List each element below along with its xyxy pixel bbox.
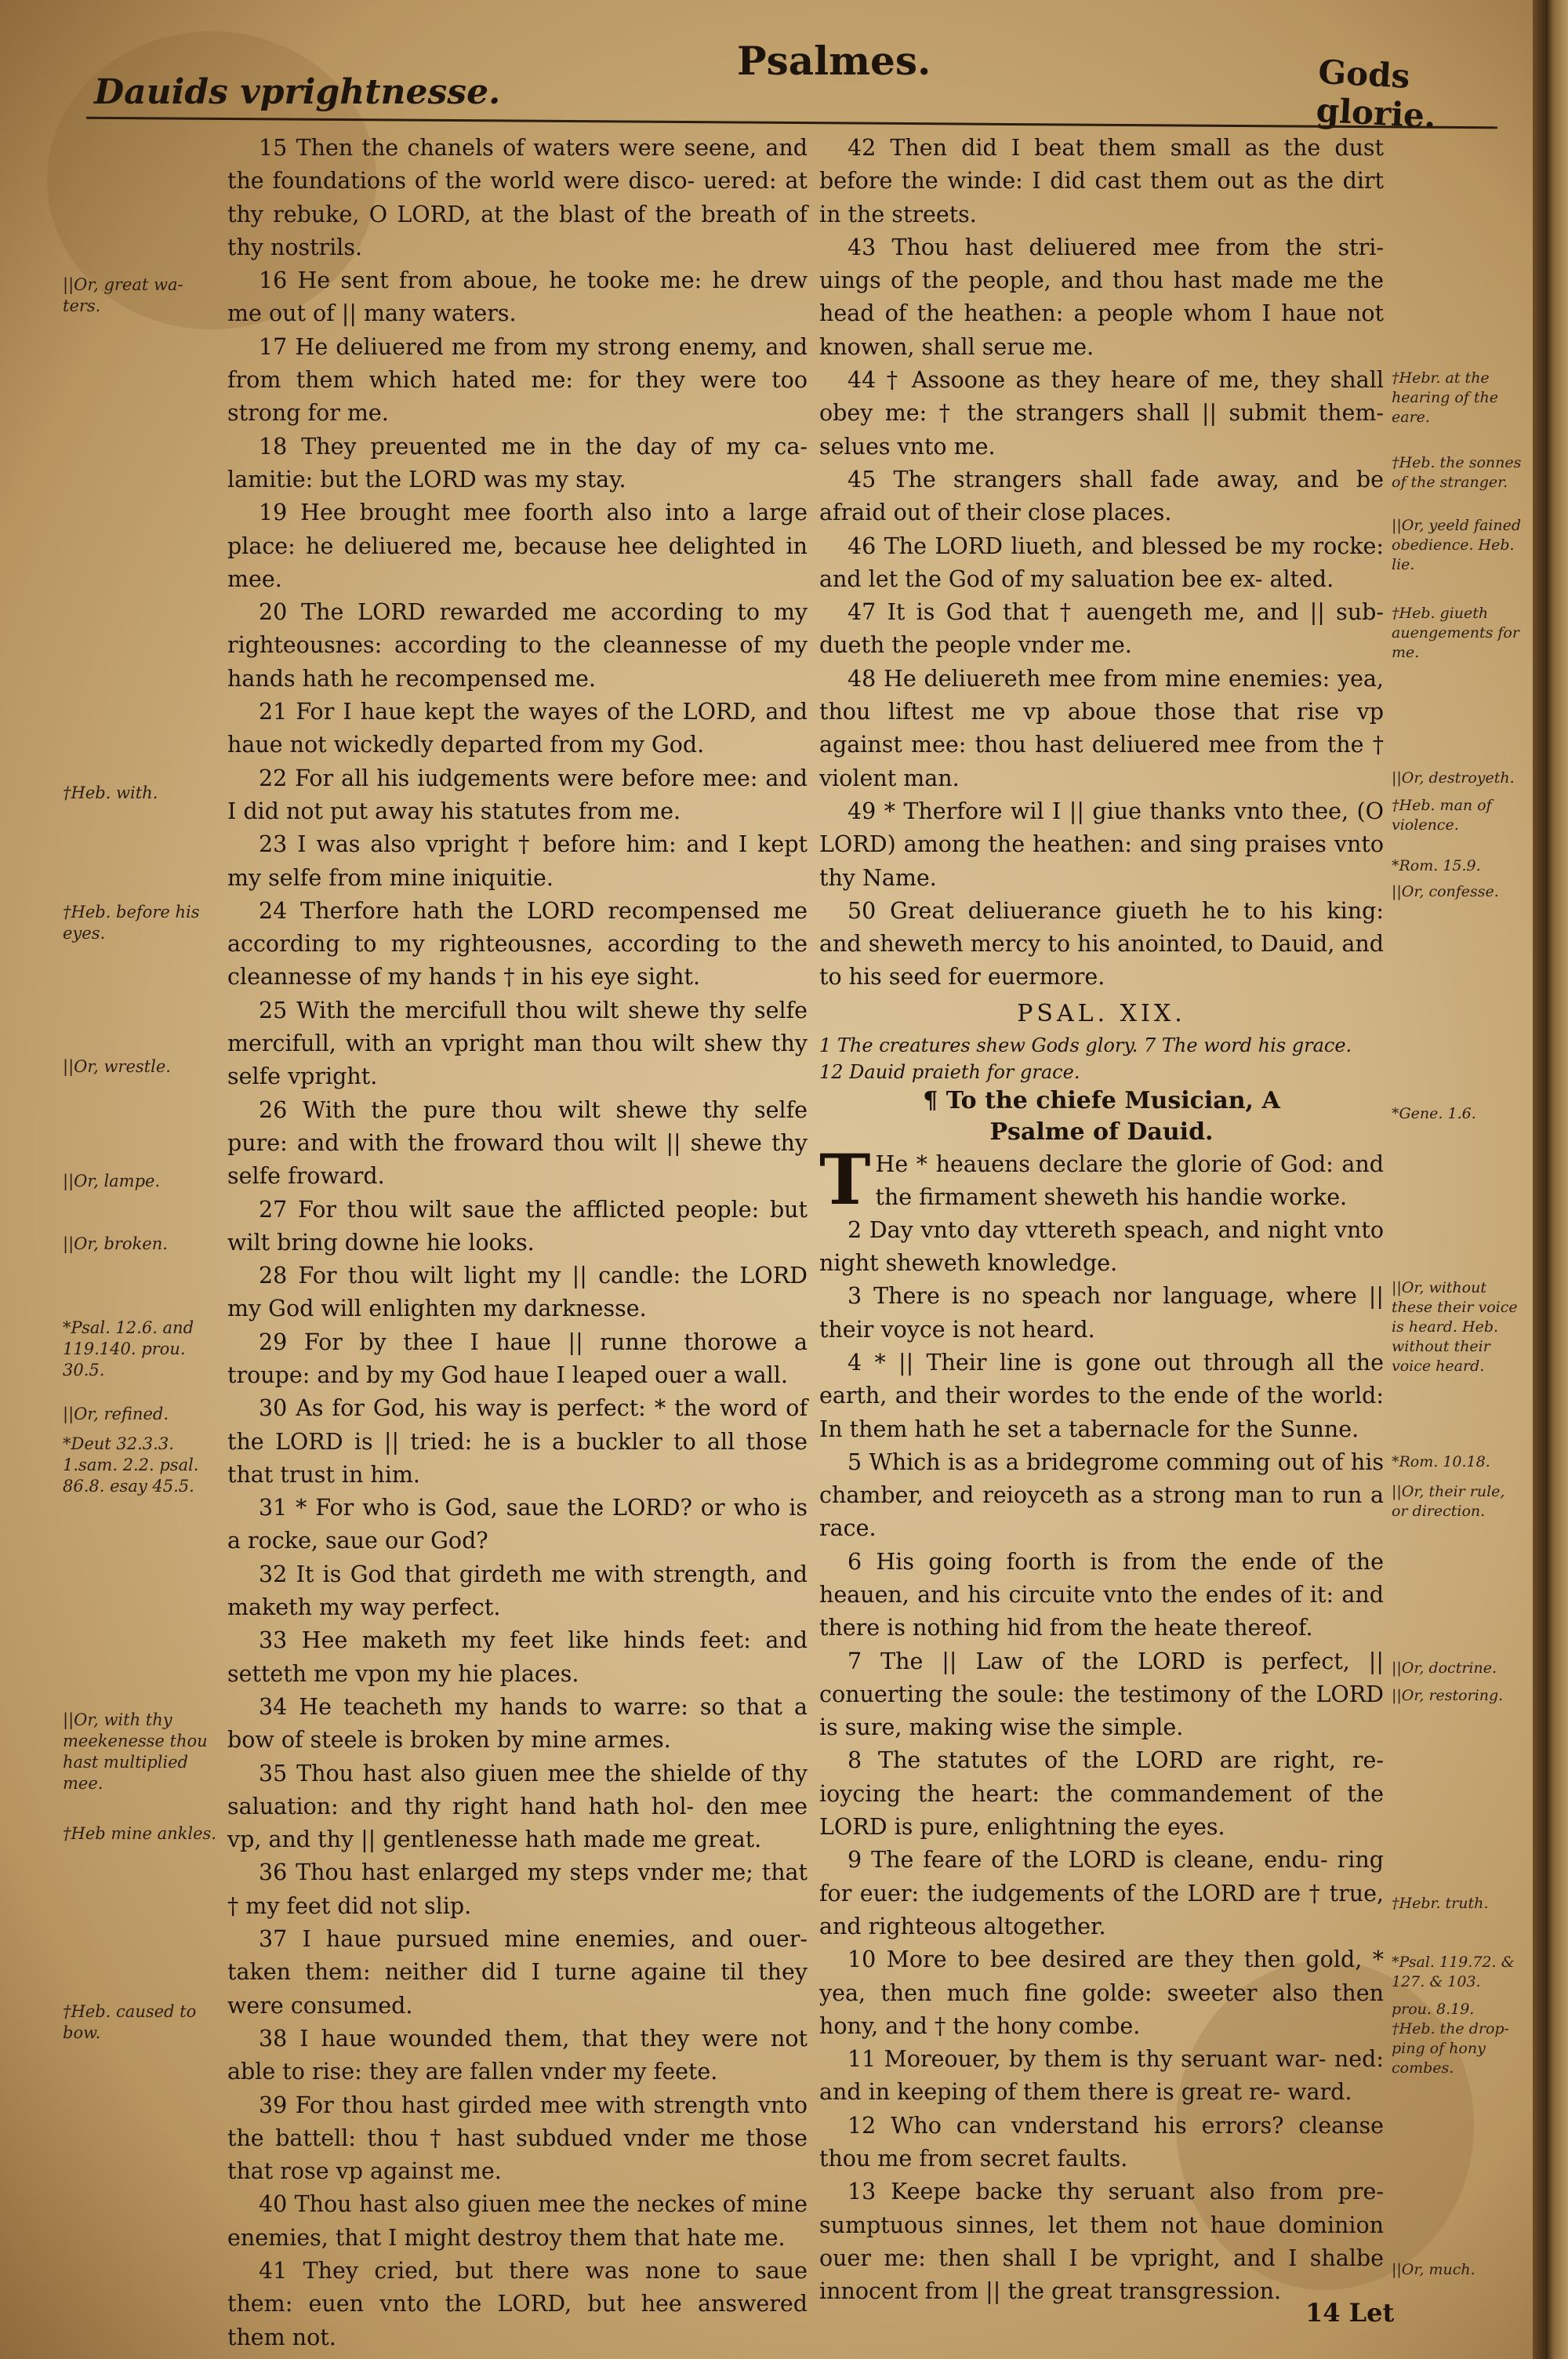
verse: 48 He deliuereth mee from mine enemies: yea, thou liftest me vp aboue those that rise vp against mee: thou hast deliuered mee from the † violent man. xyxy=(819,665,1384,791)
margin-note: †Heb mine ankles. xyxy=(63,1824,216,1843)
verse: 45 The strangers shall fade away, and be afraid out of their close places. xyxy=(819,466,1384,526)
margin-note: *Gene. 1.6. xyxy=(1392,1105,1476,1122)
verse: 27 For thou wilt saue the afflicted people: but wilt bring downe hie looks. xyxy=(227,1196,808,1256)
margin-note: ||Or, their rule, or direction. xyxy=(1392,1483,1505,1520)
margin-note: *Rom. 15.9. xyxy=(1392,857,1481,874)
verse: 12 Who can vnderstand his errors? cleanse thou me from secret faults. xyxy=(819,2112,1384,2172)
verse: 26 With the pure thou wilt shewe thy selfe pure: and with the froward thou wilt || shewe thy selfe froward. xyxy=(227,1096,808,1190)
verse: 44 † Assoone as they heare of me, they shall obey me: † the strangers shall || submit them- selues vnto me. xyxy=(819,367,1384,460)
margin-note: ||Or, destroyeth. xyxy=(1392,769,1515,787)
verse: 15 Then the chanels of waters were seene, and the foundations of the world were disco- uered: at thy rebuke, O LORD, at the blast of the breath of thy nostrils. xyxy=(227,135,808,260)
drop-cap: T xyxy=(819,1138,871,1220)
margin-note: †Heb. man of violence. xyxy=(1392,797,1492,834)
verse: 13 Keepe backe thy seruant also from pre- sumptuous sinnes, let them not haue dominion ouer me: then shall I be vpright, and I shalbe innocent from || the great transgression. xyxy=(819,2179,1384,2305)
verse: 21 For I haue kept the wayes of the LORD, and haue not wickedly departed from my God. xyxy=(227,699,808,758)
margin-note: †Heb. the sonnes of the stranger. xyxy=(1392,454,1522,491)
verse: 38 I haue wounded them, that they were not able to rise: they are fallen vnder my feete. xyxy=(227,2025,808,2085)
verse: 22 For all his iudgements were before mee: and I did not put away his statutes from me. xyxy=(227,765,808,824)
verse: 25 With the mercifull thou wilt shewe thy selfe mercifull, with an vpright man thou wilt shew thy selfe vpright. xyxy=(227,997,808,1090)
margin-note: †Heb. with. xyxy=(63,783,158,802)
margin-note: ||Or, much. xyxy=(1392,2261,1475,2278)
psalm-title: ¶ To the chiefe Musician, A xyxy=(923,1086,1280,1114)
verse: 2 Day vnto day vttereth speach, and night vnto night sheweth knowledge. xyxy=(819,1216,1384,1277)
verse: 17 He deliuered me from my strong enemy, and from them which hated me: for they were too strong for me. xyxy=(227,333,808,427)
margin-note: ||Or, refined. xyxy=(63,1405,169,1423)
verse: 20 The LORD rewarded me according to my righteousnes: according to the cleannesse of my hands hath he recompensed me. xyxy=(227,599,808,692)
verse: 31 * For who is God, saue the LORD? or who is a rocke, saue our God? xyxy=(227,1495,808,1554)
verse: 23 I was also vpright † before him: and I kept my selfe from mine iniquitie. xyxy=(227,831,808,891)
margin-note: *Psal. 12.6. and 119.140. prou. 30.5. xyxy=(63,1318,194,1379)
psalm-title: Psalme of Dauid. xyxy=(989,1118,1214,1146)
margin-note: ||Or, restoring. xyxy=(1392,1687,1504,1704)
verse: 32 It is God that girdeth me with strength, and maketh my way perfect. xyxy=(227,1561,808,1621)
left-column xyxy=(227,132,808,2354)
book-gutter xyxy=(1533,0,1568,2359)
psalm-argument: 1 The creatures shew Gods glory. 7 The word his grace. xyxy=(819,1034,1352,1056)
verse: 36 Thou hast enlarged my steps vnder me; that † my feet did not slip. xyxy=(227,1859,808,1919)
verse: 29 For by thee I haue || runne thorowe a troupe: and by my God haue I leaped ouer a wall. xyxy=(227,1329,808,1388)
verse: 28 For thou wilt light my || candle: the LORD my God will enlighten my darknesse. xyxy=(227,1263,808,1322)
margin-note: †Heb. the drop- ping of hony combes. xyxy=(1392,2020,1509,2077)
verse: 11 Moreouer, by them is thy seruant war- ned: and in keeping of them there is great re- ward. xyxy=(819,2046,1384,2106)
verse: 16 He sent from aboue, he tooke me: he drew me out of || many waters. xyxy=(227,267,808,327)
margin-note: ||Or, wrestle. xyxy=(63,1057,171,1076)
margin-note: *Psal. 119.72. & 127. & 103. xyxy=(1392,1954,1515,1990)
verse: 39 For thou hast girded mee with strength vnto the battell: thou † hast subdued vnder me those that rose vp against me. xyxy=(227,2092,808,2185)
verse: 10 More to bee desired are they then gold, * yea, then much fine golde: sweeter also then hony, and † the hony combe. xyxy=(819,1946,1384,2039)
margin-note: †Hebr. truth. xyxy=(1392,1895,1489,1912)
margin-note: *Rom. 10.18. xyxy=(1392,1453,1490,1470)
verse: 24 Therfore hath the LORD recompensed me according to my righteousnes, according to the cleannesse of my hands † in his eye sight. xyxy=(227,897,808,990)
margin-note: ||Or, yeeld fained obedience. Heb. lie. xyxy=(1392,517,1522,573)
verse: 40 Thou hast also giuen mee the neckes of mine enemies, that I might destroy them that hate me. xyxy=(227,2191,808,2251)
psalm-argument: 12 Dauid praieth for grace. xyxy=(819,1060,1080,1083)
verse: 35 Thou hast also giuen mee the shielde of thy saluation: and thy right hand hath hol- den mee vp, and thy || gentlenesse hath made me great. xyxy=(227,1760,808,1853)
verse: 4 * || Their line is gone out through all the earth, and their wordes to the ende of the world: In them hath he set a tabernacle for the Sunne. xyxy=(819,1349,1384,1442)
verse: 47 It is God that † auengeth me, and || sub- dueth the people vnder me. xyxy=(819,599,1384,659)
margin-note: ||Or, confesse. xyxy=(1392,883,1499,900)
margin-note: prou. 8.19. xyxy=(1392,2001,1475,2018)
margin-note: †Heb. giueth auengements for me. xyxy=(1392,605,1519,661)
margin-note: *Deut 32.3.3. 1.sam. 2.2. psal. 86.8. esay 45.5. xyxy=(63,1434,199,1496)
verse: 9 The feare of the LORD is cleane, endu- ring for euer: the iudgements of the LORD are † true, and righteous altogether. xyxy=(819,1847,1384,1939)
verse: 7 The || Law of the LORD is perfect, || conuerting the soule: the testimony of the LORD is sure, making wise the simple. xyxy=(819,1648,1384,1741)
verse: 3 There is no speach nor language, where || their voyce is not heard. xyxy=(819,1283,1384,1343)
verse: 49 * Therfore wil I || giue thanks vnto thee, (O LORD) among the heathen: and sing praises vnto thy Name. xyxy=(819,798,1384,891)
verse: 50 Great deliuerance giueth he to his king: and sheweth mercy to his anointed, to Dauid, and to his seed for euermore. xyxy=(819,897,1384,990)
margin-note: ||Or, without these their voice is heard. Heb. without their voice heard. xyxy=(1392,1279,1518,1375)
verse: 33 Hee maketh my feet like hinds feet: and setteth me vpon my hie places. xyxy=(227,1627,808,1687)
margin-note: ||Or, lampe. xyxy=(63,1172,161,1190)
margin-note: ||Or, broken. xyxy=(63,1234,168,1253)
margin-note: ||Or, with thy meekenesse thou hast multiplied mee. xyxy=(63,1710,208,1793)
verse: 46 The LORD liueth, and blessed be my rocke: and let the God of my saluation bee ex- alted. xyxy=(819,533,1384,592)
verse: 8 The statutes of the LORD are right, re- ioycing the heart: the commandement of the LORD is pure, enlightning the eyes. xyxy=(819,1747,1384,1841)
verse: 19 Hee brought mee foorth also into a large place: he deliuered me, because hee delighted in mee. xyxy=(227,500,808,592)
margin-note: †Heb. caused to bow. xyxy=(63,2002,197,2042)
running-head-right: Gods glorie. xyxy=(1315,52,1437,136)
psalm-heading: PSAL. XIX. xyxy=(1017,999,1186,1027)
running-head-center: Psalmes. xyxy=(737,38,931,84)
verse: 41 They cried, but there was none to saue them: euen vnto the LORD, but hee answered them not. xyxy=(227,2258,808,2350)
first-verse-text: He * heauens declare the glorie of God: and the firmament sheweth his handie worke. xyxy=(875,1150,1384,1210)
margin-note: †Heb. before his eyes. xyxy=(63,903,200,943)
verse: 30 As for God, his way is perfect: * the word of the LORD is || tried: he is a buckler to all those that trust in him. xyxy=(227,1395,808,1488)
margin-note: ||Or, great wa- ters. xyxy=(63,275,183,315)
verse: 18 They preuented me in the day of my ca- lamitie: but the LORD was my stay. xyxy=(227,433,808,493)
verse: 6 His going foorth is from the ende of the heauen, and his circuite vnto the endes of it: and there is nothing hid from the heate thereof. xyxy=(819,1548,1384,1641)
verse: 42 Then did I beat them small as the dust before the winde: I did cast them out as the dirt in the streets. xyxy=(819,135,1384,227)
margin-note: ||Or, doctrine. xyxy=(1392,1659,1497,1677)
catchword: 14 Let xyxy=(1305,2298,1395,2328)
first-verse xyxy=(819,1138,1384,1220)
verse: 5 Which is as a bridegrome comming out of his chamber, and reioyceth as a strong man to run a race. xyxy=(819,1448,1384,1542)
verse: 34 He teacheth my hands to warre: so that a bow of steele is broken by mine armes. xyxy=(227,1693,808,1754)
running-head-left: Dauids vprightnesse. xyxy=(94,72,501,112)
verse: 37 I haue pursued mine enemies, and ouer- taken them: neither did I turne againe til they were consumed. xyxy=(227,1926,808,2019)
verse: 43 Thou hast deliuered mee from the stri- uings of the people, and thou hast made me the head of the heathen: a people whom I haue not knowen, shall serue me. xyxy=(819,234,1384,360)
right-column xyxy=(819,132,1384,2309)
margin-note: †Hebr. at the hearing of the eare. xyxy=(1392,369,1499,426)
